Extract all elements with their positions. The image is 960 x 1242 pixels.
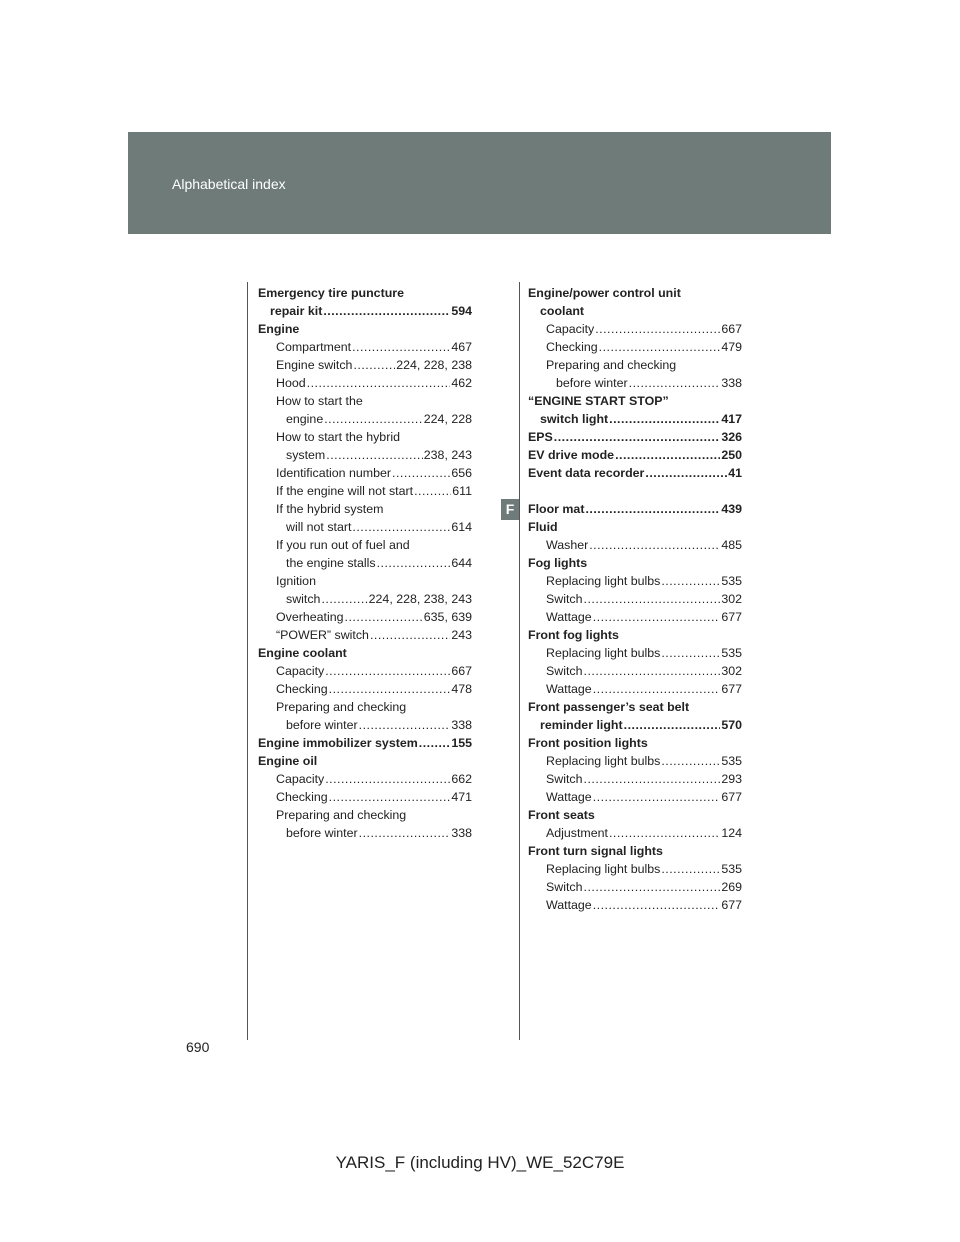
index-entry-label: Identification number bbox=[276, 466, 392, 480]
dot-leader bbox=[329, 680, 451, 698]
index-entry bbox=[528, 518, 742, 536]
index-entry-label: before winter bbox=[286, 718, 358, 732]
index-entry-page: 293 bbox=[721, 772, 742, 786]
index-entry-label: EPS bbox=[528, 430, 553, 444]
index-entry-page: 338 bbox=[721, 376, 742, 390]
index-entry-page: 224, 228, 238, 243 bbox=[368, 592, 472, 606]
index-entry-label: Hood bbox=[276, 376, 306, 390]
dot-leader bbox=[326, 446, 423, 464]
index-entry bbox=[528, 878, 742, 896]
index-entry-label: Wattage bbox=[546, 682, 592, 696]
index-entry-page: 677 bbox=[721, 610, 742, 624]
index-entry-page: 224, 228 bbox=[423, 412, 472, 426]
index-entry-page: 302 bbox=[721, 592, 742, 606]
dot-leader bbox=[609, 824, 720, 842]
index-entry-label: Engine bbox=[258, 322, 300, 336]
index-entry-label: Engine immobilizer system bbox=[258, 736, 418, 750]
index-entry-label: Emergency tire puncture bbox=[258, 286, 404, 300]
index-entry bbox=[258, 428, 472, 446]
index-entry bbox=[258, 734, 472, 752]
index-entry-page: 224, 228, 238 bbox=[396, 358, 472, 372]
dot-leader bbox=[414, 482, 451, 500]
index-entry-page: 467 bbox=[451, 340, 472, 354]
index-entry bbox=[528, 626, 742, 644]
index-entry-label: “ENGINE START STOP” bbox=[528, 394, 669, 408]
index-entry-label: Engine coolant bbox=[258, 646, 347, 660]
index-entry-label: Ignition bbox=[276, 574, 316, 588]
index-entry bbox=[258, 752, 472, 770]
index-entry-label: repair kit bbox=[270, 304, 323, 318]
dot-leader bbox=[615, 446, 720, 464]
index-entry-page: 644 bbox=[451, 556, 472, 570]
index-entry bbox=[258, 410, 472, 428]
index-entry bbox=[528, 806, 742, 824]
index-entry-page: 41 bbox=[728, 466, 742, 480]
dot-leader bbox=[599, 338, 721, 356]
index-entry-page: 570 bbox=[721, 718, 742, 732]
index-entry-page: 338 bbox=[451, 826, 472, 840]
index-entry-label: Engine/power control unit bbox=[528, 286, 681, 300]
dot-leader bbox=[329, 788, 451, 806]
index-entry-page: 614 bbox=[451, 520, 472, 534]
index-entry-label: If you run out of fuel and bbox=[276, 538, 410, 552]
index-entry bbox=[528, 860, 742, 878]
index-entry-label: Front passenger’s seat belt bbox=[528, 700, 690, 714]
index-entry-label: reminder light bbox=[540, 718, 623, 732]
dot-leader bbox=[584, 770, 721, 788]
index-entry-page: 662 bbox=[451, 772, 472, 786]
index-entry-page: 535 bbox=[721, 754, 742, 768]
dot-leader bbox=[584, 878, 721, 896]
index-entry bbox=[528, 536, 742, 554]
index-entry-label: the engine stalls bbox=[286, 556, 376, 570]
index-entry-page: 667 bbox=[721, 322, 742, 336]
index-entry-label: Checking bbox=[276, 682, 328, 696]
index-entry-page: 479 bbox=[721, 340, 742, 354]
index-entry bbox=[258, 284, 472, 302]
index-entry-label: Front turn signal lights bbox=[528, 844, 663, 858]
index-entry-page: 594 bbox=[451, 304, 472, 318]
index-entry bbox=[258, 698, 472, 716]
index-entry-label: Preparing and checking bbox=[546, 358, 677, 372]
dot-leader bbox=[323, 302, 450, 320]
index-entry-label: engine bbox=[286, 412, 324, 426]
index-entry-label: will not start bbox=[286, 520, 352, 534]
index-entry bbox=[528, 410, 742, 428]
index-entry-label: Checking bbox=[546, 340, 598, 354]
dot-leader bbox=[307, 374, 451, 392]
dot-leader bbox=[661, 644, 720, 662]
index-entry bbox=[528, 680, 742, 698]
dot-leader bbox=[325, 770, 450, 788]
index-entry-label: Replacing light bulbs bbox=[546, 754, 661, 768]
dot-leader bbox=[419, 734, 451, 752]
index-entry bbox=[528, 590, 742, 608]
dot-leader bbox=[377, 554, 451, 572]
index-entry bbox=[258, 446, 472, 464]
index-entry-label: Floor mat bbox=[528, 502, 585, 516]
index-entry bbox=[528, 500, 742, 518]
index-entry bbox=[528, 446, 742, 464]
index-entry-page: 243 bbox=[451, 628, 472, 642]
index-entry bbox=[528, 338, 742, 356]
index-entry bbox=[258, 788, 472, 806]
index-entry-page: 462 bbox=[451, 376, 472, 390]
index-entry bbox=[258, 824, 472, 842]
index-entry bbox=[258, 572, 472, 590]
index-entry bbox=[258, 680, 472, 698]
dot-leader bbox=[352, 338, 450, 356]
index-entry bbox=[528, 554, 742, 572]
index-entry-label: Adjustment bbox=[546, 826, 608, 840]
dot-leader bbox=[593, 680, 721, 698]
index-entry-label: Preparing and checking bbox=[276, 808, 407, 822]
dot-leader bbox=[585, 500, 720, 518]
dot-leader bbox=[325, 662, 450, 680]
index-entry-page: 238, 243 bbox=[423, 448, 472, 462]
index-entry-label: If the hybrid system bbox=[276, 502, 384, 516]
dot-leader bbox=[584, 590, 721, 608]
document-footer: YARIS_F (including HV)_WE_52C79E bbox=[335, 1153, 625, 1172]
index-entry bbox=[258, 716, 472, 734]
index-entry-label: Front position lights bbox=[528, 736, 648, 750]
index-entry-page: 656 bbox=[451, 466, 472, 480]
dot-leader bbox=[595, 320, 720, 338]
index-entry-page: 250 bbox=[721, 448, 742, 462]
index-entry bbox=[528, 374, 742, 392]
index-entry-label: Engine switch bbox=[276, 358, 353, 372]
dot-leader bbox=[609, 410, 720, 428]
dot-leader bbox=[593, 788, 721, 806]
index-entry bbox=[258, 608, 472, 626]
dot-leader bbox=[593, 608, 721, 626]
dot-leader bbox=[645, 464, 727, 482]
index-entry-page: 326 bbox=[721, 430, 742, 444]
index-entry bbox=[258, 536, 472, 554]
index-entry-label: Washer bbox=[546, 538, 589, 552]
dot-leader bbox=[352, 518, 450, 536]
index-entry bbox=[528, 788, 742, 806]
index-entry-page: 269 bbox=[721, 880, 742, 894]
index-entry bbox=[258, 518, 472, 536]
index-entry bbox=[528, 392, 742, 410]
index-entry-page: 155 bbox=[451, 736, 472, 750]
index-entry bbox=[528, 896, 742, 914]
index-entry-label: Front fog lights bbox=[528, 628, 619, 642]
index-entry-page: 439 bbox=[721, 502, 742, 516]
dot-leader bbox=[624, 716, 721, 734]
index-entry-page: 635, 639 bbox=[423, 610, 472, 624]
index-entry-page: 535 bbox=[721, 646, 742, 660]
dot-leader bbox=[324, 410, 423, 428]
index-entry-label: EV drive mode bbox=[528, 448, 615, 462]
index-entry-label: Event data recorder bbox=[528, 466, 645, 480]
index-entry bbox=[258, 374, 472, 392]
index-entry bbox=[258, 464, 472, 482]
index-entry-label: Wattage bbox=[546, 898, 592, 912]
index-entry-page: 478 bbox=[451, 682, 472, 696]
index-entry-page: 677 bbox=[721, 790, 742, 804]
index-entry-label: Preparing and checking bbox=[276, 700, 407, 714]
dot-leader bbox=[584, 662, 721, 680]
index-column-right bbox=[528, 284, 742, 914]
index-entry bbox=[258, 338, 472, 356]
index-entry-label: Replacing light bulbs bbox=[546, 574, 661, 588]
dot-leader bbox=[589, 536, 720, 554]
dot-leader bbox=[661, 572, 720, 590]
index-entry-label: Compartment bbox=[276, 340, 352, 354]
index-entry-page: 535 bbox=[721, 574, 742, 588]
index-entry-label: “POWER” switch bbox=[276, 628, 369, 642]
index-entry bbox=[528, 302, 742, 320]
index-column-left bbox=[258, 284, 472, 842]
index-entry-page: 611 bbox=[452, 484, 472, 498]
dot-leader bbox=[593, 896, 721, 914]
index-entry-label: Switch bbox=[546, 664, 583, 678]
dot-leader bbox=[392, 464, 450, 482]
index-entry-label: If the engine will not start bbox=[276, 484, 414, 498]
index-entry-page: 124 bbox=[721, 826, 742, 840]
index-entry bbox=[258, 302, 472, 320]
index-entry-label: Capacity bbox=[276, 772, 325, 786]
dot-leader bbox=[370, 626, 450, 644]
dot-leader bbox=[661, 860, 720, 878]
index-entry bbox=[528, 356, 742, 374]
index-entry-page: 677 bbox=[721, 682, 742, 696]
index-entry bbox=[258, 662, 472, 680]
index-entry-label: Replacing light bulbs bbox=[546, 646, 661, 660]
index-entry bbox=[528, 320, 742, 338]
index-entry-page: 667 bbox=[451, 664, 472, 678]
index-entry-page: 471 bbox=[451, 790, 472, 804]
index-entry bbox=[528, 572, 742, 590]
index-entry-label: Fog lights bbox=[528, 556, 588, 570]
right-column-rule bbox=[519, 282, 520, 1040]
index-entry bbox=[528, 824, 742, 842]
index-entry bbox=[528, 752, 742, 770]
index-entry bbox=[528, 662, 742, 680]
left-column-rule bbox=[247, 282, 248, 1040]
index-entry bbox=[258, 500, 472, 518]
index-entry-label: Overheating bbox=[276, 610, 344, 624]
index-entry-page: 338 bbox=[451, 718, 472, 732]
index-entry-label: Engine oil bbox=[258, 754, 318, 768]
section-tab-f: F bbox=[501, 499, 519, 520]
index-entry-page: 677 bbox=[721, 898, 742, 912]
header-bar bbox=[128, 132, 831, 234]
dot-leader bbox=[353, 356, 395, 374]
dot-leader bbox=[359, 716, 451, 734]
index-entry-label: Wattage bbox=[546, 610, 592, 624]
index-entry-label: Checking bbox=[276, 790, 328, 804]
index-entry-label: coolant bbox=[540, 304, 585, 318]
index-entry bbox=[528, 428, 742, 446]
dot-leader bbox=[661, 752, 720, 770]
index-gap bbox=[528, 482, 742, 500]
index-entry bbox=[528, 284, 742, 302]
index-entry-label: Replacing light bulbs bbox=[546, 862, 661, 876]
index-entry-label: Switch bbox=[546, 880, 583, 894]
index-entry bbox=[258, 590, 472, 608]
index-entry bbox=[258, 644, 472, 662]
index-entry bbox=[258, 356, 472, 374]
index-entry-label: Front seats bbox=[528, 808, 595, 822]
index-entry bbox=[258, 392, 472, 410]
index-entry-label: system bbox=[286, 448, 326, 462]
index-entry-label: Fluid bbox=[528, 520, 558, 534]
index-entry-label: Switch bbox=[546, 592, 583, 606]
index-entry bbox=[258, 806, 472, 824]
index-entry bbox=[528, 464, 742, 482]
index-entry bbox=[528, 734, 742, 752]
dot-leader bbox=[321, 590, 367, 608]
index-entry bbox=[528, 608, 742, 626]
index-entry-page: 302 bbox=[721, 664, 742, 678]
index-entry-page: 485 bbox=[721, 538, 742, 552]
index-entry-label: before winter bbox=[556, 376, 628, 390]
index-entry bbox=[528, 698, 742, 716]
index-entry-label: Wattage bbox=[546, 790, 592, 804]
index-entry-label: switch light bbox=[540, 412, 609, 426]
index-entry bbox=[258, 554, 472, 572]
index-entry-page: 535 bbox=[721, 862, 742, 876]
index-entry-label: How to start the bbox=[276, 394, 363, 408]
index-entry bbox=[528, 716, 742, 734]
dot-leader bbox=[345, 608, 423, 626]
index-entry-label: Switch bbox=[546, 772, 583, 786]
index-entry-label: Capacity bbox=[276, 664, 325, 678]
dot-leader bbox=[629, 374, 721, 392]
dot-leader bbox=[359, 824, 451, 842]
index-entry bbox=[258, 770, 472, 788]
index-entry bbox=[528, 644, 742, 662]
index-entry-label: before winter bbox=[286, 826, 358, 840]
index-entry bbox=[258, 626, 472, 644]
index-entry bbox=[258, 482, 472, 500]
header-title: Alphabetical index bbox=[172, 176, 286, 192]
index-entry bbox=[258, 320, 472, 338]
dot-leader bbox=[554, 428, 721, 446]
index-entry-label: switch bbox=[286, 592, 321, 606]
index-entry-label: Capacity bbox=[546, 322, 595, 336]
index-entry-label: How to start the hybrid bbox=[276, 430, 400, 444]
page-number: 690 bbox=[186, 1039, 210, 1055]
index-entry-page: 417 bbox=[721, 412, 742, 426]
index-entry bbox=[528, 770, 742, 788]
index-entry bbox=[528, 842, 742, 860]
